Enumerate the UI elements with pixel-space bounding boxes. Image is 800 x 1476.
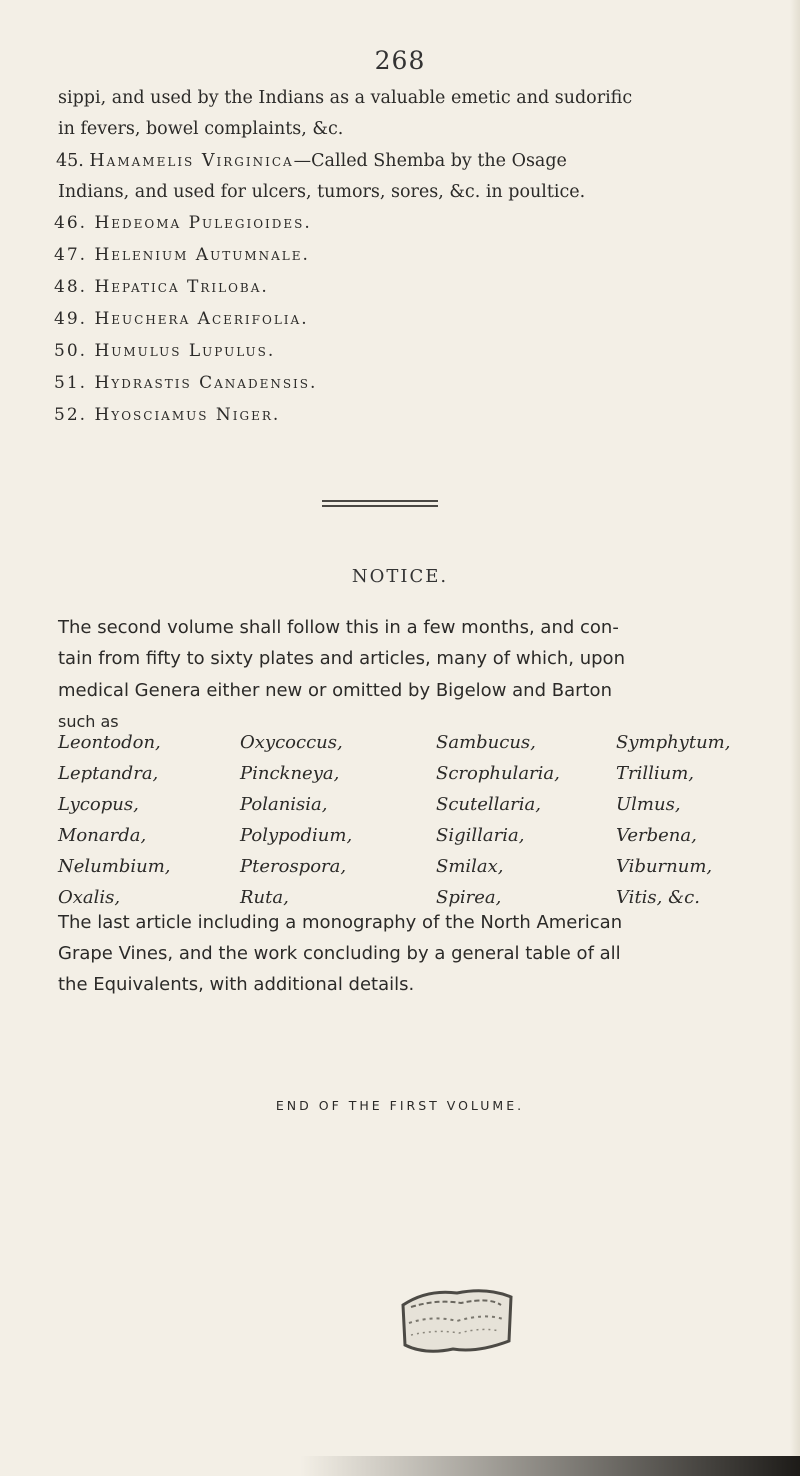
- notice-title: NOTICE.: [351, 566, 449, 587]
- entry-45-text: —Called Shemba by the Osage: [293, 151, 567, 171]
- genus-name: Verbena,: [616, 825, 697, 846]
- genus-name: Sigillaria,: [436, 825, 525, 846]
- entry-45: [56, 151, 567, 171]
- genus-name: Leontodon,: [58, 732, 161, 753]
- genus-name: Vitis, &c.: [616, 887, 700, 908]
- entry-45-name: Hamamelis Virginica: [89, 151, 294, 171]
- entry-number: 47.: [54, 245, 88, 265]
- entry-number: 51.: [54, 373, 88, 393]
- entry-name: Humulus Lupulus.: [94, 341, 276, 361]
- entry-name: Hyosciamus Niger.: [94, 405, 281, 425]
- entry-45-number: 45.: [56, 151, 84, 171]
- genus-name: Monarda,: [58, 825, 147, 846]
- intro-line-2: in fevers, bowel complaints, &c.: [58, 119, 344, 139]
- genus-name: Pterospora,: [240, 856, 347, 877]
- entry-47: [54, 245, 310, 265]
- genus-name: Pinckneya,: [240, 763, 340, 784]
- library-stamp: [397, 1283, 515, 1363]
- notice-para-2-line-2: Grape Vines, and the work concluding by a general table of all: [58, 943, 621, 964]
- entry-50: [54, 341, 275, 361]
- genus-name: Trillium,: [616, 763, 695, 784]
- genus-name: Nelumbium,: [58, 856, 171, 877]
- genus-name: Smilax,: [436, 856, 504, 877]
- genus-name: Symphytum,: [616, 732, 731, 753]
- genus-name: Sambucus,: [436, 732, 536, 753]
- end-of-volume: END OF THE FIRST VOLUME.: [275, 1098, 525, 1113]
- page-shadow: [300, 1456, 800, 1476]
- entry-number: 48.: [54, 277, 88, 297]
- entry-52: [54, 405, 280, 425]
- entry-number: 50.: [54, 341, 88, 361]
- entry-number: 46.: [54, 213, 88, 233]
- genus-name: Ulmus,: [616, 794, 681, 815]
- entry-name: Hepatica Triloba.: [94, 277, 269, 297]
- entry-48: [54, 277, 269, 297]
- page-number: 268: [374, 46, 426, 75]
- genus-name: Lycopus,: [58, 794, 139, 815]
- entry-number: 49.: [54, 309, 88, 329]
- entry-49: [54, 309, 309, 329]
- entry-45-line-2: Indians, and used for ulcers, tumors, sores, &c. in poultice.: [58, 182, 586, 202]
- divider-rule: [322, 505, 438, 507]
- genus-name: Leptandra,: [58, 763, 159, 784]
- entry-name: Heuchera Acerifolia.: [94, 309, 309, 329]
- entry-number: 52.: [54, 405, 88, 425]
- notice-para-2-line-3: the Equivalents, with additional details.: [58, 974, 415, 995]
- genus-name: Scutellaria,: [436, 794, 541, 815]
- notice-line-1: The second volume shall follow this in a few months, and con-: [58, 617, 619, 638]
- genus-name: Polypodium,: [240, 825, 353, 846]
- genus-name: Polanisia,: [240, 794, 328, 815]
- entry-46: [54, 213, 312, 233]
- entry-name: Helenium Autumnale.: [94, 245, 310, 265]
- notice-line-3: medical Genera either new or omitted by Bigelow and Barton: [58, 680, 612, 701]
- page-edge: [790, 0, 800, 1476]
- notice-line-2: tain from fifty to sixty plates and articles, many of which, upon: [58, 648, 625, 669]
- genus-name: Scrophularia,: [436, 763, 560, 784]
- genus-name: Oxycoccus,: [240, 732, 343, 753]
- genus-name: Viburnum,: [616, 856, 713, 877]
- notice-line-4: such as: [58, 712, 119, 731]
- entry-name: Hydrastis Canadensis.: [94, 373, 318, 393]
- divider-rule: [322, 500, 438, 502]
- genus-name: Oxalis,: [58, 887, 121, 908]
- intro-line-1: sippi, and used by the Indians as a valuable emetic and sudorific: [58, 88, 633, 108]
- entry-name: Hedeoma Pulegioides.: [94, 213, 312, 233]
- entry-51: [54, 373, 317, 393]
- notice-para-2-line-1: The last article including a monography of the North American: [58, 912, 623, 933]
- genus-name: Ruta,: [240, 887, 289, 908]
- genus-name: Spirea,: [436, 887, 502, 908]
